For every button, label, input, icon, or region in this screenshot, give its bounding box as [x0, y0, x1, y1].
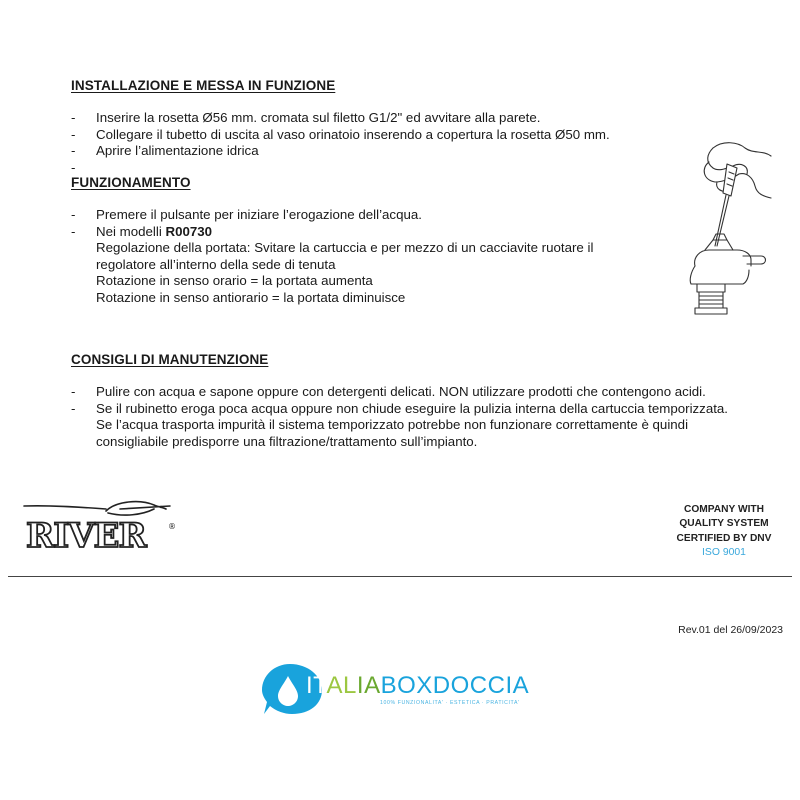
- list-item: [71, 207, 771, 224]
- list-item: [71, 110, 771, 127]
- certification-line: COMPANY WITH: [684, 504, 764, 515]
- manutenzione-list: [71, 384, 771, 450]
- bullet-dash: -: [71, 159, 76, 175]
- list-item: [71, 384, 771, 401]
- certification-line: QUALITY SYSTEM: [679, 518, 769, 530]
- list-item-text: Collegare il tubetto di uscita al vaso orinatoio inserendo a copertura la rosetta Ø50 mm.: [96, 126, 610, 142]
- section-heading-installazione: INSTALLAZIONE E MESSA IN FUNZIONE: [71, 78, 336, 93]
- bullet-dash: -: [71, 143, 76, 158]
- italiaboxdoccia-logo: [262, 660, 542, 720]
- list-item-text: Regolazione della portata: Svitare la cartuccia e per mezzo di un cacciavite ruotare il: [96, 240, 594, 255]
- divider: [8, 576, 792, 577]
- bullet-dash: -: [71, 126, 76, 142]
- list-item-text: Aprire l’alimentazione idrica: [96, 143, 259, 158]
- model-line: [96, 224, 771, 241]
- wordmark-part: IT: [306, 672, 327, 699]
- list-item-text: Premere il pulsante per iniziare l’erogazione dell’acqua.: [96, 207, 422, 222]
- installazione-list: [71, 110, 771, 175]
- model-prefix: Nei modelli: [96, 223, 166, 239]
- section-heading-funzionamento: FUNZIONAMENTO: [71, 175, 191, 190]
- wordmark-part: IA: [356, 672, 381, 699]
- river-logo: [20, 497, 182, 555]
- bullet-dash: -: [71, 400, 76, 416]
- bullet-dash: -: [71, 207, 76, 222]
- bullet-dash: -: [71, 384, 76, 399]
- list-item-text: Inserire la rosetta Ø56 mm. cromata sul filetto G1/2" ed avvitare alla parete.: [96, 110, 541, 125]
- list-item-text: Rotazione in senso antiorario = la portata diminuisce: [96, 289, 406, 305]
- wordmark-part: BOXDOCCIA: [380, 672, 530, 699]
- iso-label: ISO 9001: [702, 546, 746, 558]
- retailer-tagline: 100% FUNZIONALITA' · ESTETICA · PRATICITA': [380, 700, 520, 706]
- list-item-text: consigliabile predisporre una filtrazione/trattamento sull’impianto.: [96, 433, 478, 449]
- wordmark-part: AL: [326, 672, 357, 699]
- funzionamento-list: [71, 207, 771, 306]
- bullet-dash: -: [71, 110, 76, 125]
- list-item-text: Rotazione in senso orario = la portata aumenta: [96, 273, 373, 288]
- list-item-text: Pulire con acqua e sapone oppure con detergenti delicati. NON utilizzare prodotti che contengono acidi.: [96, 384, 706, 399]
- list-item: [71, 143, 771, 160]
- list-item: [71, 224, 771, 307]
- list-item-text: Se il rubinetto eroga poca acqua oppure non chiude eseguire la pulizia interna della cartuccia temporizzata.: [96, 400, 728, 416]
- registered-mark: ®: [168, 522, 176, 531]
- list-item-text: Se l’acqua trasporta impurità il sistema temporizzato potrebbe non funzionare correttamente è quindi: [96, 417, 689, 432]
- model-code: R00730: [165, 223, 213, 239]
- retailer-wordmark: [306, 672, 529, 700]
- section-heading-manutenzione: CONSIGLI DI MANUTENZIONE: [71, 352, 269, 367]
- certification-line: CERTIFIED BY DNV: [676, 532, 772, 544]
- list-item: [71, 401, 771, 451]
- certification-block: [662, 503, 786, 560]
- river-logo-text: RIVER: [26, 516, 146, 555]
- revision-date: Rev.01 del 26/09/2023: [678, 624, 783, 636]
- list-item-text: regolatore all’interno della sede di tenuta: [96, 256, 336, 272]
- screwdriver-adjustment-illustration: [683, 138, 775, 318]
- bullet-dash: -: [71, 223, 76, 239]
- list-item: [71, 127, 771, 144]
